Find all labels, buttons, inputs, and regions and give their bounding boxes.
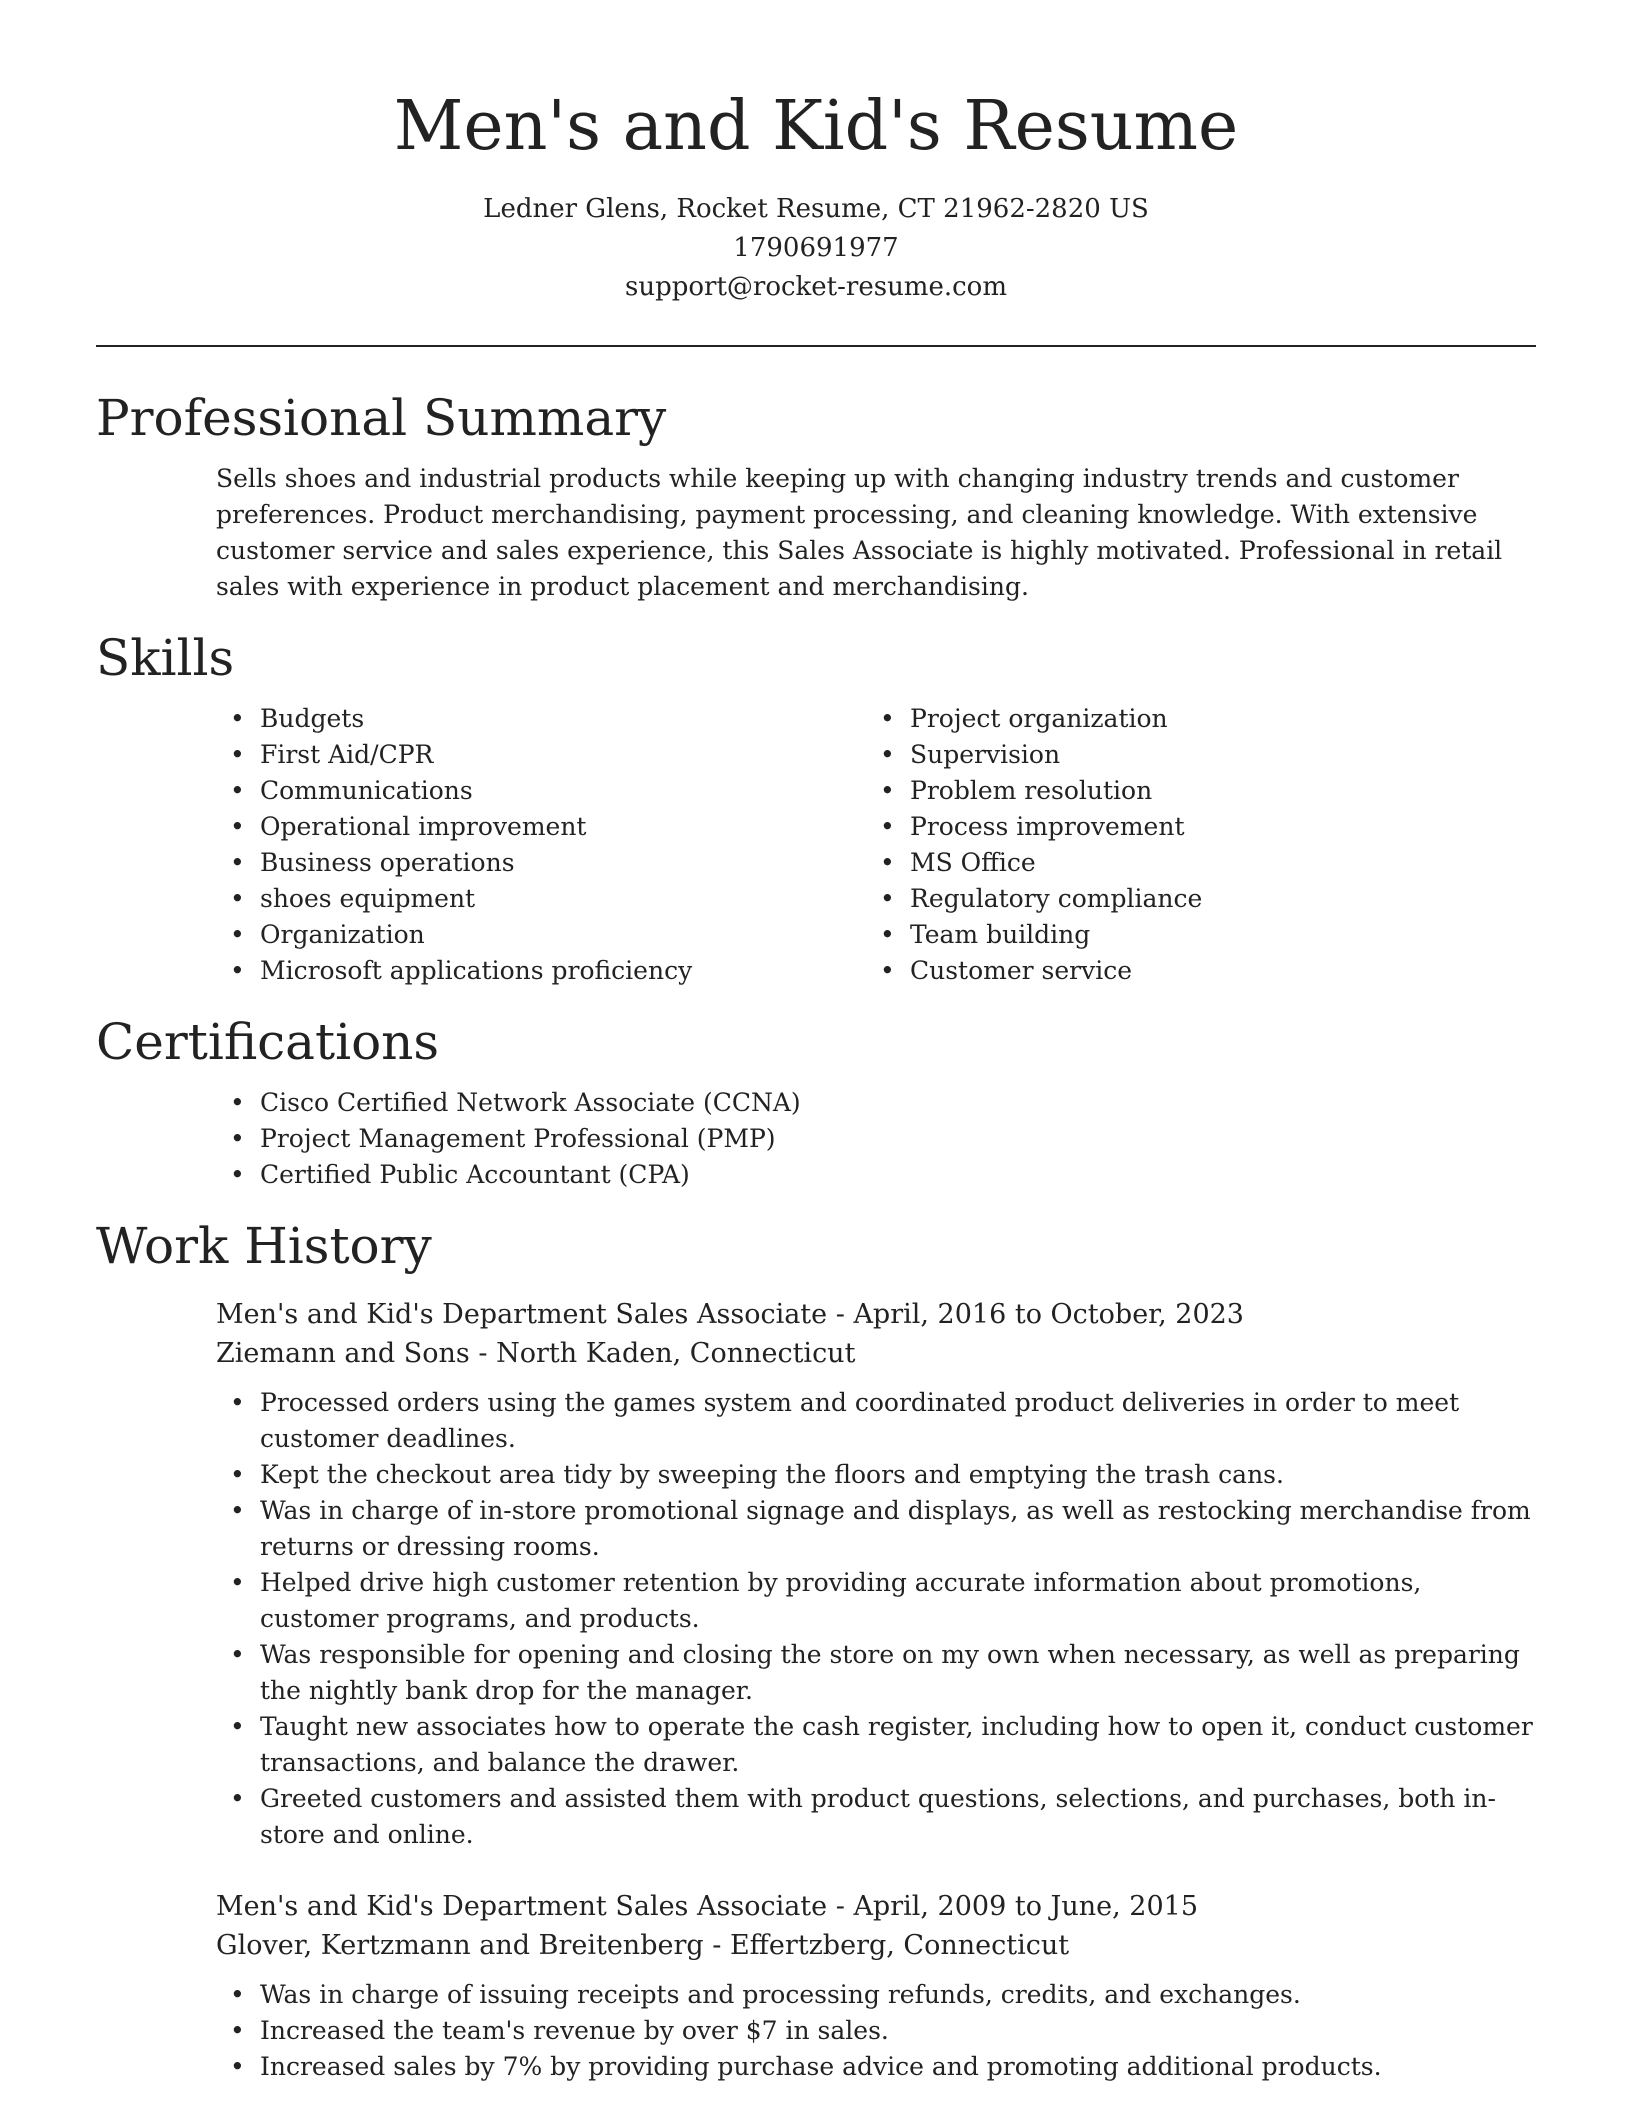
header-divider (96, 345, 1536, 347)
job-entry (216, 1887, 1536, 2085)
certifications-list (216, 1085, 1536, 1193)
certification-label: Certified Public Accountant (CPA) (260, 1160, 690, 1189)
summary-section (96, 385, 1536, 605)
separator: - (469, 1338, 497, 1369)
certification-item: • Certified Public Accountant (CPA) (230, 1160, 690, 1189)
separator: - (827, 1299, 854, 1330)
skill-label: Microsoft applications proficiency (260, 956, 693, 985)
job-dates: April, 2009 to June, 2015 (853, 1891, 1199, 1922)
job-bullet: • Was in charge of issuing receipts and processing refunds, credits, and exchanges. (230, 1980, 1301, 2009)
skill-label: Process improvement (910, 812, 1185, 841)
skill-label: Project organization (910, 704, 1168, 733)
summary-title: Professional Summary (96, 389, 667, 447)
skill-item: • Regulatory compliance (880, 884, 1203, 913)
certification-label: Project Management Professional (PMP) (260, 1124, 776, 1153)
job-company-line (216, 1926, 1536, 1965)
skill-item: • Operational improvement (230, 812, 587, 841)
certifications-title: Certifications (96, 1013, 440, 1071)
skill-item: • Business operations (230, 848, 515, 877)
job-bullet: • Processed orders using the games system and coordinated product deliveries in order to meet customer deadlines. (230, 1388, 1460, 1453)
job-bullet-text: Increased sales by 7% by providing purchase advice and promoting additional products. (260, 2052, 1382, 2081)
resume-header (96, 0, 1536, 307)
skill-label: First Aid/CPR (260, 740, 434, 769)
skill-item: • Customer service (880, 956, 1133, 985)
certification-item: • Cisco Certified Network Associate (CCNA) (230, 1088, 801, 1117)
skill-item: • shoes equipment (230, 884, 476, 913)
job-bullet: • Increased the team's revenue by over $7 in sales. (230, 2016, 889, 2045)
skill-label: Business operations (260, 848, 515, 877)
job-bullet-text: Was in charge of in-store promotional signage and displays, as well as restocking merchandise from returns or dressing rooms. (260, 1496, 1531, 1561)
skill-item: • Organization (230, 920, 425, 949)
job-company: Glover, Kertzmann and Breitenberg (216, 1930, 704, 1961)
job-title-line (216, 1295, 1536, 1334)
certification-item: • Project Management Professional (PMP) (230, 1124, 776, 1153)
skill-label: Regulatory compliance (910, 884, 1203, 913)
work-history-section (96, 1213, 1536, 2085)
skill-item: • Problem resolution (880, 776, 1153, 805)
job-bullet: • Was responsible for opening and closing the store on my own when necessary, as well as preparing the nightly bank drop for the manager. (230, 1640, 1520, 1705)
job-bullet-text: Was responsible for opening and closing the store on my own when necessary, as well as preparing the nightly bank drop for the manager. (260, 1640, 1520, 1705)
resume-page (96, 0, 1536, 2085)
job-position: Men's and Kid's Department Sales Associate (216, 1891, 828, 1922)
job-bullet: • Kept the checkout area tidy by sweeping the floors and emptying the trash cans. (230, 1460, 1284, 1489)
certification-label: Cisco Certified Network Associate (CCNA) (260, 1088, 801, 1117)
skill-label: Budgets (260, 704, 365, 733)
skill-label: shoes equipment (260, 884, 476, 913)
job-bullet: • Increased sales by 7% by providing purchase advice and promoting additional products. (230, 2052, 1382, 2081)
job-bullet: • Helped drive high customer retention by providing accurate information about promotions, customer programs, and products. (230, 1568, 1422, 1633)
skill-item: • MS Office (880, 848, 1036, 877)
skill-label: Customer service (910, 956, 1133, 985)
resume-name: Men's and Kid's Resume (393, 87, 1239, 166)
skill-item: • Team building (880, 920, 1091, 949)
separator: - (827, 1891, 854, 1922)
job-bullet-text: Kept the checkout area tidy by sweeping the floors and emptying the trash cans. (260, 1460, 1284, 1489)
skills-column-left (216, 701, 866, 989)
job-bullet-text: Increased the team's revenue by over $7 in sales. (260, 2016, 889, 2045)
job-bullet: • Taught new associates how to operate the cash register, including how to open it, conduct customer transactions, and balance the drawer. (230, 1712, 1533, 1777)
job-bullet-text: Greeted customers and assisted them with product questions, selections, and purchases, both in-store and online. (260, 1784, 1496, 1849)
job-bullet: • Was in charge of in-store promotional signage and displays, as well as restocking merchandise from returns or dressing rooms. (230, 1496, 1531, 1561)
job-company-line (216, 1334, 1536, 1373)
skill-label: Supervision (910, 740, 1061, 769)
job-location: Effertzberg, Connecticut (729, 1930, 1070, 1961)
skill-label: Operational improvement (260, 812, 587, 841)
skills-grid (216, 701, 1536, 989)
skill-item: • Project organization (880, 704, 1168, 733)
job-bullet-text: Taught new associates how to operate the cash register, including how to open it, conduct customer transactions, and balance the drawer. (260, 1712, 1533, 1777)
skill-item: • Budgets (230, 704, 365, 733)
job-bullets (216, 1385, 1536, 1853)
separator: - (703, 1930, 730, 1961)
skills-column-right (866, 701, 1516, 989)
summary-text: Sells shoes and industrial products while keeping up with changing industry trends and customer preferences. Product merchandising, payment processing, and cleaning knowledge. With extensive customer service and sales experience, this Sales Associate is highly motivated. Professional in retail sales with experience in product placement and merchandising. (216, 464, 1503, 601)
job-bullets (216, 1977, 1536, 2085)
skill-label: Organization (260, 920, 425, 949)
skill-item: • Supervision (880, 740, 1061, 769)
phone: 1790691977 (733, 233, 899, 263)
job-title-line (216, 1887, 1536, 1926)
job-dates: April, 2016 to October, 2023 (853, 1299, 1244, 1330)
address: Ledner Glens, Rocket Resume, CT 21962-2820 US (483, 194, 1149, 224)
skills-section (96, 625, 1536, 989)
skill-label: MS Office (910, 848, 1036, 877)
job-bullet: • Greeted customers and assisted them with product questions, selections, and purchases, both in-store and online. (230, 1784, 1496, 1849)
job-bullet-text: Was in charge of issuing receipts and processing refunds, credits, and exchanges. (260, 1980, 1301, 2009)
contact-info (96, 190, 1536, 307)
skill-label: Team building (910, 920, 1091, 949)
job-location: North Kaden, Connecticut (496, 1338, 856, 1369)
job-company: Ziemann and Sons (216, 1338, 470, 1369)
skill-label: Communications (260, 776, 473, 805)
skill-label: Problem resolution (910, 776, 1153, 805)
skill-item: • First Aid/CPR (230, 740, 434, 769)
work-history-title: Work History (96, 1217, 432, 1275)
certifications-section (96, 1009, 1536, 1193)
skill-item: • Process improvement (880, 812, 1185, 841)
job-bullet-text: Processed orders using the games system and coordinated product deliveries in order to meet customer deadlines. (260, 1388, 1460, 1453)
job-entry (216, 1295, 1536, 1853)
skill-item: • Microsoft applications proficiency (230, 956, 693, 985)
email: support@rocket-resume.com (624, 272, 1007, 302)
job-bullet-text: Helped drive high customer retention by providing accurate information about promotions, customer programs, and products. (260, 1568, 1422, 1633)
skill-item: • Communications (230, 776, 473, 805)
job-position: Men's and Kid's Department Sales Associate (216, 1299, 828, 1330)
skills-title: Skills (96, 629, 235, 687)
